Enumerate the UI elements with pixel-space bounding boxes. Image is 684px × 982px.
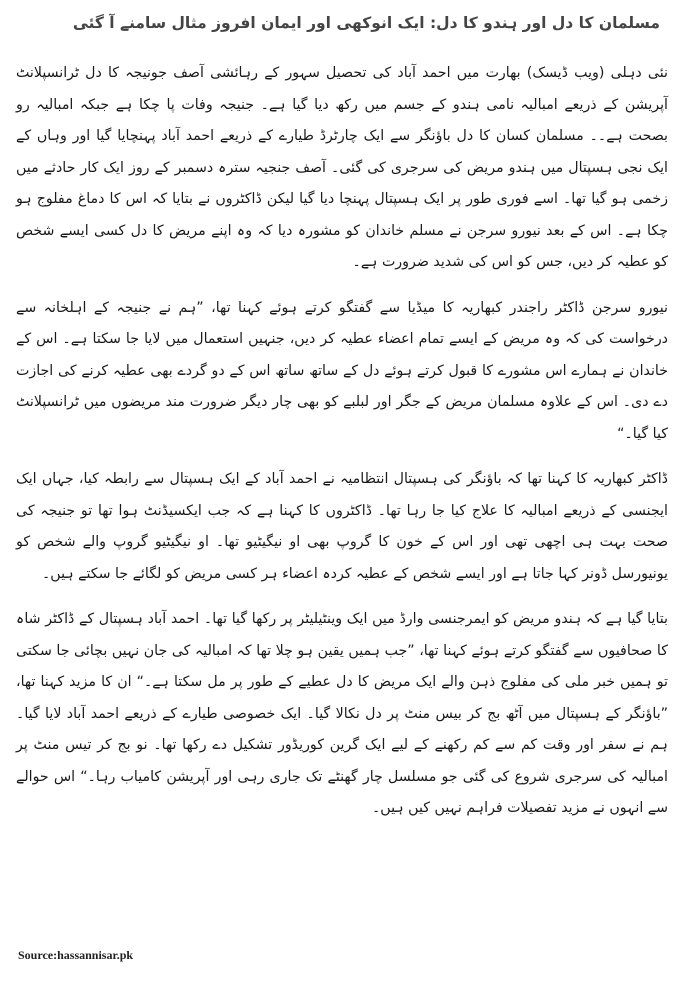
source-credit: Source:hassannisar.pk (18, 948, 134, 962)
article-paragraph-3: ڈاکٹر کبھاریہ کا کہنا تھا کہ باؤنگر کی ہسپتال انتظامیہ نے احمد آباد کے ایک ہسپتال سے رابطہ کیا، جہاں ایک ایجنسی کے ذریعے امبالیہ کا علاج کیا جا رہا تھا۔ ڈاکٹروں کا کہنا ہے کہ جب ایکسیڈنٹ ہوا تھا تو جنیجہ کی صحت بہت ہی اچھی تھی اور اس کے خون کا گروپ بھی او نیگیٹیو تھا۔ او نیگیٹیو گروپ والے شخص کو یونیورسل ڈونر کہا جاتا ہے اور ایسے شخص کے عطیہ کردہ اعضاء ہر کسی مریض کو لگائے جا سکتے ہیں۔ (16, 471, 668, 582)
article-paragraph-4: بتایا گیا ہے کہ ہندو مریض کو ایمرجنسی وارڈ میں ایک وینٹیلیٹر پر رکھا گیا تھا۔ احمد آباد ہسپتال کے ڈاکٹر شاہ کا صحافیوں سے گفتگو کرتے ہوئے کہنا تھا، ”جب ہمیں یقین ہو چلا تھا کہ امبالیہ کی جان نہیں بچائی جا سکتی تو ہمیں خبر ملی کی مفلوج ذہن والے ایک مریض کا دل عطیے کے طور پر مل سکتا ہے۔“ ان کا مزید کہنا تھا، ”باؤنگر کے ہسپتال میں آٹھ بج کر بیس منٹ پر دل نکالا گیا۔ ایک خصوصی طیارے کے ذریعے احمد آباد لایا گیا۔ ہم نے سفر اور وقت کم سے کم رکھنے کے لیے ایک گرین کوریڈور تشکیل دے رکھا تھا۔ نو بج کر تیس منٹ پر امبالیہ کی سرجری شروع کی گئی جو مسلسل چار گھنٹے تک جاری رہی اور آپریشن کامیاب رہا۔“ اس حوالے سے انہوں نے مزید تفصیلات فراہم نہیں کیں ہیں۔ (16, 611, 668, 816)
article-paragraph-1: نئی دہلی (ویب ڈیسک) بھارت میں احمد آباد کی تحصیل سہور کے رہائشی آصف جونیجہ کا دل ٹرانسپلانٹ آپریشن کے ذریعے امبالیہ نامی ہندو کے جسم میں رکھ دیا گیا ہے۔ جنیجہ وفات پا چکا ہے جبکہ امبالیہ رو بصحت ہے۔۔ مسلمان کسان کا دل باؤنگر سے ایک چارٹرڈ طیارے کے ذریعے احمد آباد پہنچایا گیا اور وہاں کے ایک نجی ہسپتال میں ہندو مریض کی سرجری کی گئی۔ آصف جنجیہ سترہ دسمبر کے روز ایک کار حادثے میں زخمی ہو گیا تھا۔ اسے فوری طور پر ایک ہسپتال پہنچا دیا گیا لیکن ڈاکٹروں نے بتایا کہ اس کا دماغ مفلوج ہو چکا ہے۔ اس کے بعد نیورو سرجن نے مسلم خاندان کو مشورہ دیا کہ وہ اپنے مریض کا دل کسی ایسے شخص کو عطیہ کر دیں، جس کو اس کی شدید ضرورت ہے۔ (16, 65, 668, 270)
article-paragraph-2: نیورو سرجن ڈاکٹر راجندر کبھاریہ کا میڈیا سے گفتگو کرتے ہوئے کہنا تھا، ”ہم نے جنیجہ کے اہلخانہ سے درخواست کی کہ وہ مریض کے ایسے تمام اعضاء عطیہ کر دیں، جنہیں استعمال میں لایا جا سکتا ہے۔ اس کے خاندان نے ہمارے اس مشورے کا قبول کرتے ہوئے دل کے ساتھ ساتھ اس کے دو گردے بھی عطیہ کرنے کی اجازت دے دی۔ اس کے علاوہ مسلمان مریض کے جگر اور لبلبے کو بھی چار دیگر ضرورت مند مریضوں میں ٹرانسپلانٹ کیا گیا۔“ (16, 299, 668, 442)
article-headline: مسلمان کا دل اور ہندو کا دل: ایک انوکھی اور ایمان افروز مثال سامنے آ گئی (72, 14, 660, 32)
